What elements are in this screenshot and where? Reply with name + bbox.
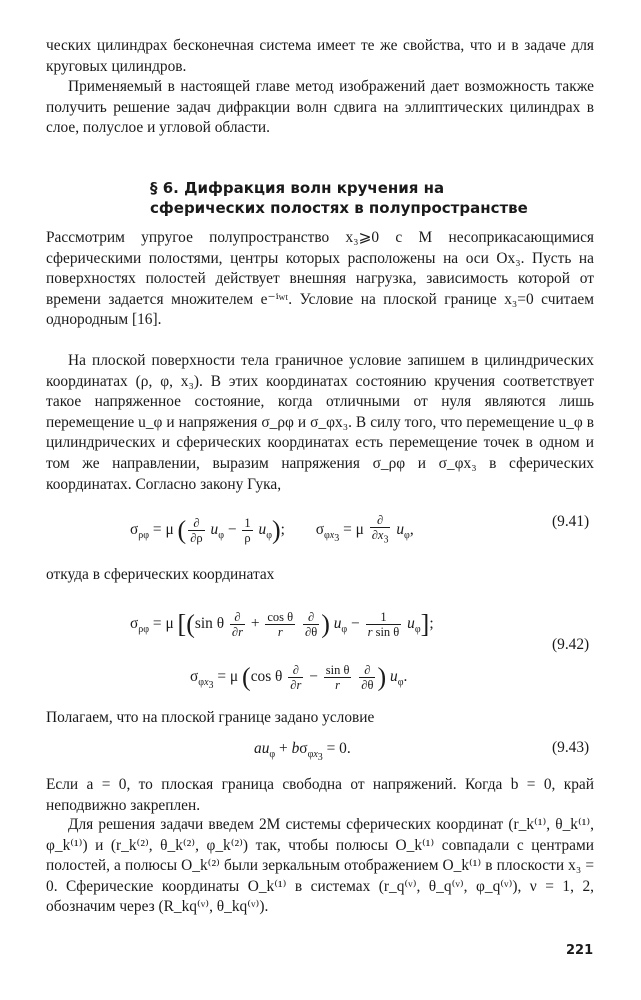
equation-number-9-43: (9.43): [552, 739, 590, 756]
paragraph-consider: Рассмотрим упругое полупространство x₃⩾0 с M несоприкасающимися сферическими полостями, центры которых расположены на оси Ox₃. Пусть на поверхностях полостей действует внешняя нагрузка, зависимость которой от времени задается множителем e⁻ⁱʷᵗ. Условие на плоской границе x₃=0 считаем однородным [16].: [46, 229, 594, 329]
section-heading: § 6. Дифракция волн кручения на сферических полостях в полупространстве: [150, 179, 528, 217]
equation-number-9-42: (9.42): [552, 636, 590, 653]
paragraph-continuation: ческих цилиндрах бесконечная система имеет те же свойства, что и в задаче для круговых цилиндров.: [46, 37, 594, 75]
equation-9-43: $au_\varphi + b\sigma_{\varphi x_3} = 0$.: [254, 740, 351, 764]
text-assume: Полагаем, что на плоской границе задано условие: [46, 709, 375, 726]
text-whence: откуда в сферических координатах: [46, 566, 275, 583]
page-number: 221: [566, 943, 594, 958]
paragraph-if: Если a = 0, то плоская граница свободна от напряжений. Когда b = 0, край неподвижно закреплен.: [46, 776, 594, 814]
equation-9-42-line1: $\sigma_{\rho\varphi} = \mu$ [(sin θ $\frac{\partial}{\partial r}$ + $\frac{\text{cos θ}}{r}$ $\frac{\partial}{\partial\theta}$ ) $u_\varphi$ − $\frac{1}{\text{r sin θ}}$ $u_\varphi$];: [130, 609, 434, 639]
equation-number-9-41: (9.41): [552, 513, 590, 530]
equation-9-41: $\sigma_{\rho\varphi} = \mu$ ( $\frac{\partial}{\partial\rho}$ $u_\varphi$ − $\frac{1}{\rho}$ $u_\varphi$); $\sigma_{\varphi x_3} = \mu$ $\frac{\partial}{\partial x_3}$ $u_\varphi$,: [130, 513, 414, 546]
paragraph-method: Применяемый в настоящей главе метод изображений дает возможность также получить решение задач дифракции волн сдвига на эллиптических цилиндрах в слое, полуслое и угловой области.: [46, 78, 594, 137]
paragraph-boundary-condition: На плоской поверхности тела граничное условие запишем в цилиндрических координатах (ρ, φ, x₃). В этих координатах состоянию кручения соответствует такое напряженное состояние, когда отличными от нуля являются лишь перемещение u_φ и напряжения σ_ρφ и σ_φx₃. В силу того, что перемещение u_φ в цилиндрических и сферических координатах есть перемещение точек в одном и том же направлении, выразим напряжения σ_ρφ и σ_φx₃ в сферических координатах. Согласно закону Гука,: [46, 352, 594, 493]
paragraph-solve: Для решения задачи введем 2M системы сферических координат (r_k⁽¹⁾, θ_k⁽¹⁾, φ_k⁽¹⁾) и (r_k⁽²⁾, θ_k⁽²⁾, φ_k⁽²⁾) так, чтобы полюсы O_k⁽¹⁾ совпадали с центрами полостей, а полюсы O_k⁽²⁾ были зеркальным отображением O_k⁽¹⁾ в плоскости x₃ = 0. Сферические координаты O_k⁽¹⁾ в системах (r_q⁽ᵛ⁾, θ_q⁽ᵛ⁾, φ_q⁽ᵛ⁾), ν = 1, 2, обозначим через (R_kq⁽ᵛ⁾, θ_kq⁽ᵛ⁾).: [46, 816, 594, 916]
equation-9-42-line2: $\sigma_{\varphi x_3} = \mu$ (cos θ $\frac{\partial}{\partial r}$ − $\frac{\text{sin θ}}{r}$ $\frac{\partial}{\partial\theta}$ ) $u_\varphi$.: [190, 662, 408, 692]
